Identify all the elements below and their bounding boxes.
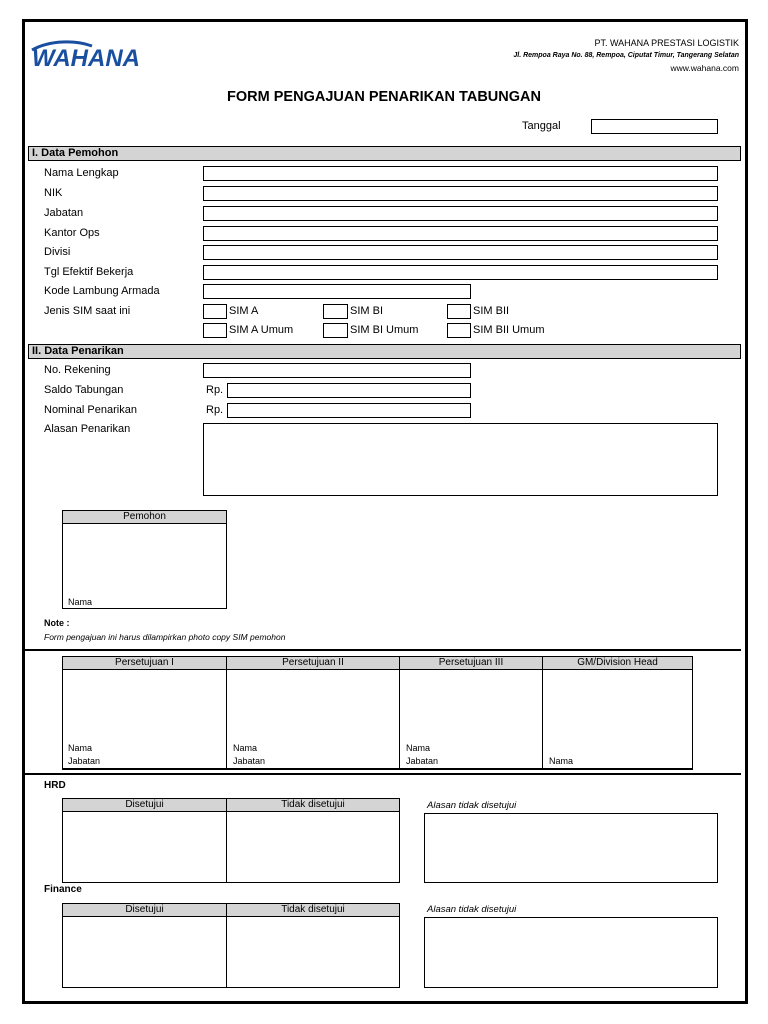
company-name: PT. WAHANA PRESTASI LOGISTIK	[594, 38, 739, 48]
hrd-approved-header: Disetujui	[62, 798, 227, 812]
nominal-input[interactable]	[227, 403, 471, 418]
sim-bii-umum-label: SIM BII Umum	[473, 324, 545, 336]
nama-lengkap-label: Nama Lengkap	[44, 167, 119, 179]
wahana-logo	[30, 38, 170, 70]
approval-header-gm: GM/Division Head	[542, 656, 693, 670]
approval-box-1[interactable]	[62, 669, 227, 770]
hrd-reason-textarea[interactable]	[424, 813, 718, 883]
nominal-label: Nominal Penarikan	[44, 404, 137, 416]
jabatan-label: Jabatan	[44, 207, 84, 219]
finance-title: Finance	[44, 884, 82, 895]
sim-bi-umum-label: SIM BI Umum	[350, 324, 419, 336]
sim-bi-checkbox[interactable]	[323, 304, 348, 319]
tgl-efektif-input[interactable]	[203, 265, 718, 280]
approval-box-3[interactable]	[399, 669, 543, 770]
sim-a-checkbox[interactable]	[203, 304, 227, 319]
no-rekening-label: No. Rekening	[44, 364, 111, 376]
divider-line	[25, 649, 741, 651]
logo-text: WAHANA	[32, 45, 140, 70]
hrd-title: HRD	[44, 780, 66, 791]
approval-box-gm[interactable]	[542, 669, 693, 770]
finance-rejected-box[interactable]	[226, 916, 400, 988]
sim-bi-umum-checkbox[interactable]	[323, 323, 348, 338]
kode-lambung-input[interactable]	[203, 284, 471, 299]
alasan-label: Alasan Penarikan	[44, 423, 131, 435]
nominal-currency: Rp.	[206, 404, 224, 416]
saldo-input[interactable]	[227, 383, 471, 398]
tgl-efektif-label: Tgl Efektif Bekerja	[44, 266, 134, 278]
nama-lengkap-input[interactable]	[203, 166, 718, 181]
sim-bii-label: SIM BII	[473, 305, 510, 317]
finance-reason-label: Alasan tidak disetujui	[427, 904, 517, 915]
date-input[interactable]	[591, 119, 718, 134]
nik-input[interactable]	[203, 186, 718, 201]
kode-lambung-label: Kode Lambung Armada	[44, 285, 160, 297]
sim-bi-label: SIM BI	[350, 305, 384, 317]
date-label: Tanggal	[522, 120, 561, 132]
finance-rejected-header: Tidak disetujui	[226, 903, 400, 917]
hrd-rejected-header: Tidak disetujui	[226, 798, 400, 812]
hrd-approved-box[interactable]	[62, 811, 227, 883]
company-web: www.wahana.com	[670, 63, 739, 73]
kantor-ops-label: Kantor Ops	[44, 227, 100, 239]
sim-bii-umum-checkbox[interactable]	[447, 323, 471, 338]
saldo-currency: Rp.	[206, 384, 224, 396]
approval-1-nama: Nama	[68, 743, 93, 753]
approval-gm-nama: Nama	[549, 756, 574, 766]
sim-a-label: SIM A	[229, 305, 259, 317]
hrd-rejected-box[interactable]	[226, 811, 400, 883]
company-address: Jl. Rempoa Raya No. 88, Rempoa, Ciputat Timur, Tangerang Selatan	[513, 52, 739, 59]
approval-3-jabatan: Jabatan	[406, 756, 439, 766]
divisi-input[interactable]	[203, 245, 718, 260]
kantor-ops-input[interactable]	[203, 226, 718, 241]
approval-3-nama: Nama	[406, 743, 431, 753]
divider-line-2	[25, 773, 741, 775]
sim-a-umum-checkbox[interactable]	[203, 323, 227, 338]
alasan-textarea[interactable]	[203, 423, 718, 496]
finance-reason-textarea[interactable]	[424, 917, 718, 988]
sim-bii-checkbox[interactable]	[447, 304, 471, 319]
note-text: Form pengajuan ini harus dilampirkan photo copy SIM pemohon	[44, 632, 286, 642]
no-rekening-input[interactable]	[203, 363, 471, 378]
pemohon-nama-label: Nama	[68, 597, 93, 607]
section-data-penarikan: II. Data Penarikan	[28, 344, 741, 359]
approval-header-2: Persetujuan II	[226, 656, 400, 670]
section-data-pemohon: I. Data Pemohon	[28, 146, 741, 161]
approval-header-3: Persetujuan III	[399, 656, 543, 670]
jabatan-input[interactable]	[203, 206, 718, 221]
form-title: FORM PENGAJUAN PENARIKAN TABUNGAN	[227, 89, 541, 105]
jenis-sim-label: Jenis SIM saat ini	[44, 305, 131, 317]
nik-label: NIK	[44, 187, 63, 199]
approval-2-nama: Nama	[233, 743, 258, 753]
approval-1-jabatan: Jabatan	[68, 756, 101, 766]
approval-header-1: Persetujuan I	[62, 656, 227, 670]
hrd-reason-label: Alasan tidak disetujui	[427, 800, 517, 811]
divisi-label: Divisi	[44, 246, 71, 258]
finance-approved-header: Disetujui	[62, 903, 227, 917]
pemohon-header: Pemohon	[62, 510, 227, 524]
note-label: Note :	[44, 618, 70, 628]
saldo-label: Saldo Tabungan	[44, 384, 124, 396]
approval-box-2[interactable]	[226, 669, 400, 770]
approval-2-jabatan: Jabatan	[233, 756, 266, 766]
sim-a-umum-label: SIM A Umum	[229, 324, 294, 336]
finance-approved-box[interactable]	[62, 916, 227, 988]
